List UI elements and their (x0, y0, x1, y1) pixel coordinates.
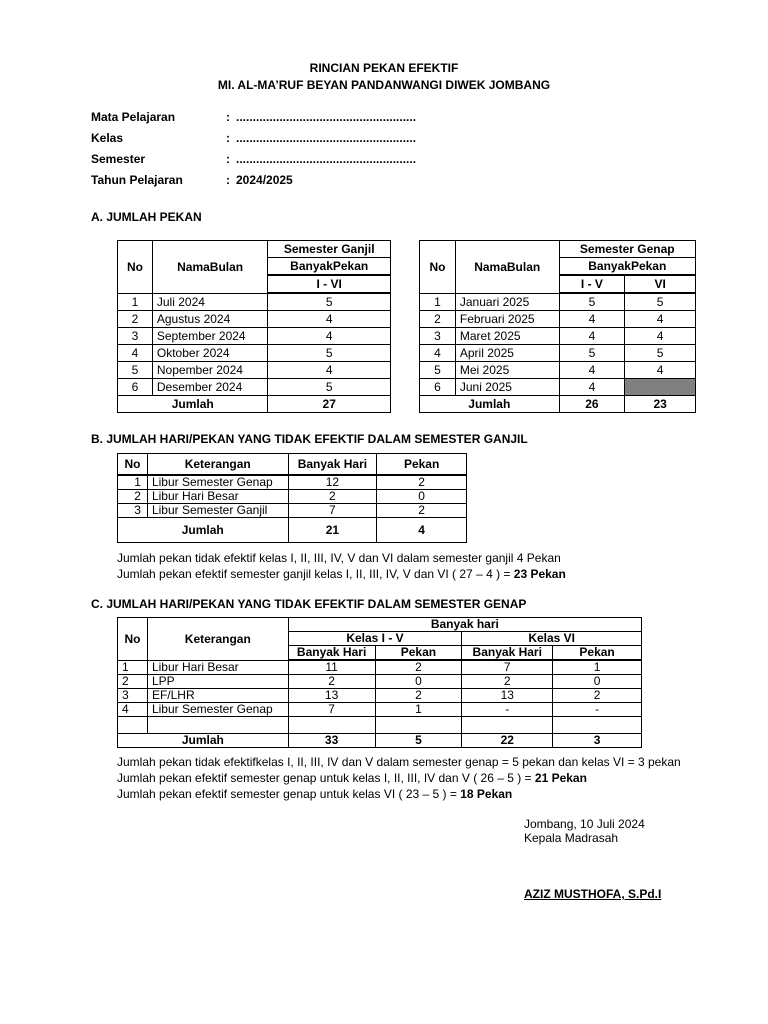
table-row: 5 Nopember 2024 4 (118, 362, 391, 379)
col-no: No (420, 241, 456, 294)
shaded-cell (625, 379, 696, 396)
col-nama-bulan: NamaBulan (455, 241, 559, 294)
table-row: 3 Maret 2025 4 4 (420, 328, 696, 345)
col-no: No (118, 241, 153, 294)
note-ganjil-tidak-efektif: Jumlah pekan tidak efektif kelas I, II, III, IV, V dan VI dalam semester ganjil 4 Pekan (117, 551, 561, 565)
note-genap-tidak-efektif: Jumlah pekan tidak efektifkelas I, II, III, IV dan V dalam semester genap = 5 pekan dan kelas VI = 3 pekan (117, 755, 681, 769)
jumlah-row: Jumlah 27 (118, 396, 391, 413)
col-pekan: Pekan (377, 454, 467, 476)
col-keterangan: Keterangan (147, 454, 288, 476)
meta-tahun-pelajaran: Tahun Pelajaran : 2024/2025 (91, 173, 293, 187)
table-row: 2 LPP 2 0 2 0 (118, 675, 642, 689)
table-row: 1 Januari 2025 5 5 (420, 293, 696, 311)
meta-kelas: Kelas : ...................................................... (91, 131, 417, 145)
col-semester-ganjil: Semester Ganjil (268, 241, 391, 258)
col-kelas: I - VI (268, 275, 391, 293)
table-row: 4 April 2025 5 5 (420, 345, 696, 362)
col-no: No (118, 618, 148, 661)
table-row: 5 Mei 2025 4 4 (420, 362, 696, 379)
school-name: MI. AL-MA’RUF BEYAN PANDANWANGI DIWEK JOMBANG (217, 78, 551, 92)
signature-role: Kepala Madrasah (524, 831, 619, 845)
col-nama-bulan: NamaBulan (152, 241, 268, 294)
col-banyak-pekan: BanyakPekan (559, 258, 695, 276)
col-no: No (118, 454, 148, 476)
col-semester-genap: Semester Genap (559, 241, 695, 258)
table-row: 3 Libur Semester Ganjil 7 2 (118, 504, 467, 518)
note-genap-efektif-1-5: Jumlah pekan efektif semester genap untuk kelas I, II, III, IV dan V ( 26 – 5 ) = 21 Pekan (117, 771, 587, 785)
signature-name: AZIZ MUSTHOFA, S.Pd.I (524, 887, 662, 901)
signature-place-date: Jombang, 10 Juli 2024 (524, 817, 645, 831)
col-banyak-hari-group: Banyak hari (288, 618, 641, 632)
col-banyak-hari: Banyak Hari (288, 646, 375, 661)
jumlah-row: Jumlah 26 23 (420, 396, 696, 413)
section-c-title: C. JUMLAH HARI/PEKAN YANG TIDAK EFEKTIF DALAM SEMESTER GENAP (91, 597, 527, 611)
table-row: 4 Oktober 2024 5 (118, 345, 391, 362)
table-semester-genap (419, 240, 696, 413)
table-row: 2 Agustus 2024 4 (118, 311, 391, 328)
section-a-title: A. JUMLAH PEKAN (91, 210, 202, 224)
meta-semester: Semester : ...................................................... (91, 152, 417, 166)
jumlah-row: Jumlah 33 5 22 3 (118, 734, 642, 748)
col-keterangan: Keterangan (147, 618, 288, 661)
document-title: RINCIAN PEKAN EFEKTIF (309, 61, 459, 75)
col-banyak-hari: Banyak Hari (462, 646, 553, 661)
table-row: 3 September 2024 4 (118, 328, 391, 345)
col-kelas-1-5: Kelas I - V (288, 632, 462, 646)
col-kelas-6: VI (625, 275, 696, 293)
table-semester-ganjil (117, 240, 391, 413)
col-kelas-6: Kelas VI (462, 632, 642, 646)
section-b-title: B. JUMLAH HARI/PEKAN YANG TIDAK EFEKTIF DALAM SEMESTER GANJIL (91, 432, 528, 446)
table-tidak-efektif-ganjil (117, 453, 467, 543)
table-row: 2 Februari 2025 4 4 (420, 311, 696, 328)
table-tidak-efektif-genap (117, 617, 642, 748)
empty-row (118, 717, 642, 734)
table-row: 1 Libur Semester Genap 12 2 (118, 475, 467, 490)
table-row: 6 Desember 2024 5 (118, 379, 391, 396)
table-row: 1 Libur Hari Besar 11 2 7 1 (118, 660, 642, 675)
col-pekan: Pekan (375, 646, 462, 661)
note-genap-efektif-6: Jumlah pekan efektif semester genap untuk kelas VI ( 23 – 5 ) = 18 Pekan (117, 787, 513, 801)
col-banyak-hari: Banyak Hari (288, 454, 377, 476)
table-row: 4 Libur Semester Genap 7 1 - - (118, 703, 642, 717)
col-pekan: Pekan (553, 646, 642, 661)
table-row: 6 Juni 2025 4 (420, 379, 696, 396)
table-row: 3 EF/LHR 13 2 13 2 (118, 689, 642, 703)
col-kelas-1-5: I - V (559, 275, 625, 293)
note-ganjil-efektif: Jumlah pekan efektif semester ganjil kelas I, II, III, IV, V dan VI ( 27 – 4 ) = 23 Pekan (117, 567, 566, 581)
table-row: 1 Juli 2024 5 (118, 293, 391, 311)
meta-mata-pelajaran: Mata Pelajaran : ...................................................... (91, 110, 417, 124)
col-banyak-pekan: BanyakPekan (268, 258, 391, 276)
table-row: 2 Libur Hari Besar 2 0 (118, 490, 467, 504)
jumlah-row: Jumlah 21 4 (118, 518, 467, 543)
